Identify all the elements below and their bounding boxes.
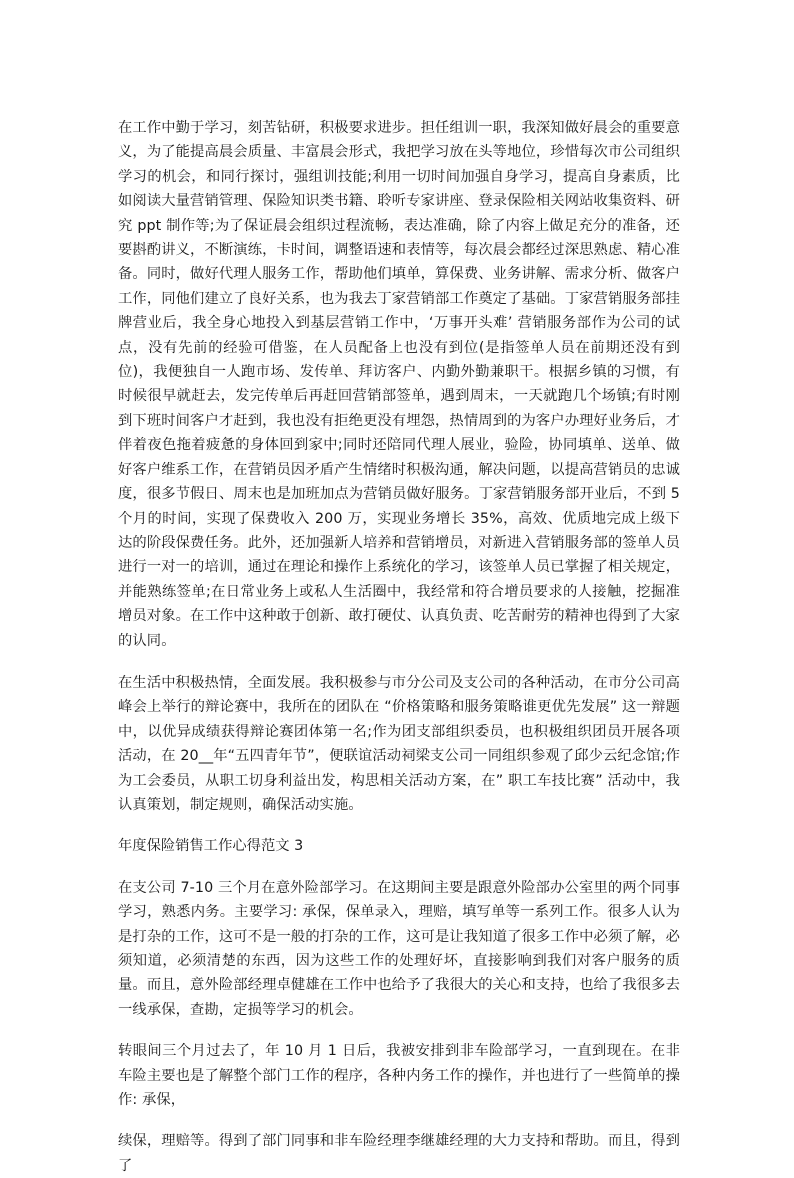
paragraph-accident-dept: 在支公司 7-10 三个月在意外险部学习。在这期间主要是跟意外险部办公室里的两个同事学习，熟悉内务。主要学习: 承保，保单录入，理赔，填写单等一系列工作。很多人认为是打杂的工作，这可不是一般的打杂的工作，这可是让我知道了很多工作中必须了解，必须知道，必须清楚的东西，因为这些工作的处理好坏，直接影响到我们对客户服务的质量。而且，意外险部经理卓健雄在工作中也给予了我很大的关心和支持，也给了我很多去一线承保，查勘，定损等学习的机会。 xyxy=(118,879,680,1018)
paragraph-work-study: 在工作中勤于学习，刻苦钻研，积极要求进步。担任组训一职，我深知做好晨会的重要意义，为了能提高晨会质量、丰富晨会形式，我把学习放在头等地位，珍惜每次市公司组织学习的机会，和同行探讨，强组训技能;利用一切时间加强自身学习，提高自身素质，比如阅读大量营销管理、保险知识类书籍、聆听专家讲座、登录保险相关网站收集资料、研究 ppt 制作等;为了保证晨会组织过程流畅，表达准确，除了内容上做足充分的准备，还要斟酌讲义，不断演练，卡时间，调整语速和表情等，每次晨会都经过深思熟虑、精心准备。同时，做好代理人服务工作，帮助他们填单，算保费、业务讲解、需求分析、做客户工作，同他们建立了良好关系，也为我去丁家营销部工作奠定了基础。丁家营销服务部挂牌营业后，我全身心地投入到基层营销工作中，‘万事开头难’ 营销服务部作为公司的试点，没有先前的经验可借鉴，在人员配备上也没有到位(是指签单人员在前期还没有到位)，我便独自一人跑市场、发传单、拜访客户、内勤外勤兼职干。根据乡镇的习惯，有时候很早就赶去，发完传单后再赶回营销部签单，遇到周末，一天就跑几个场镇;有时刚到下班时间客户才赶到，我也没有拒绝更没有埋怨，热情周到的为客户办理好业务后，才伴着夜色拖着疲惫的身体回到家中;同时还陪同代理人展业，验险，协同填单、送单、做好客户维系工作，在营销员因矛盾产生情绪时积极沟通，解决问题，以提高营销员的忠诚度，很多节假日、周末也是加班加点为营销员做好服务。丁家营销服务部开业后，不到 5 个月的时间，实现了保费收入 200 万，实现业务增长 35%，高效、优质地完成上级下达的阶段保费任务。此外，还加强新人培养和营销增员，对新进入营销服务部的签单人员进行一对一的培训，通过在理论和操作上系统化的学习，该签单人员已掌握了相关规定，并能熟练签单;在日常业务上或私人生活圈中，我经常和符合增员要求的人接触，挖掘准增员对象。在工作中这种敢于创新、敢打硬仗、认真负责、吃苦耐劳的精神也得到了大家的认同。 xyxy=(118,120,680,649)
paragraph-life-activities: 在生活中积极热情，全面发展。我积极参与市分公司及支公司的各种活动，在市分公司高峰会上举行的辩论赛中，我所在的团队在 “价格策略和服务策略谁更优先发展” 这一辩题中，以优异成绩获得辩论赛团体第一名;作为团支部组织委员，也积极组织团员开展各项活动，在 20__年“五四青年节”，便联谊活动祠梁支公司一同组织参观了邱少云纪念馆;作为工会委员，从职工切身利益出发，构思相关活动方案，在” 职工车技比赛” 活动中，我认真策划，制定规则，确保活动实施。 xyxy=(118,674,680,813)
document-page xyxy=(118,116,680,1178)
paragraph-continuation: 续保，理赔等。得到了部门同事和非车险经理李继雄经理的大力支持和帮助。而且，得到了 xyxy=(118,1133,680,1174)
paragraph-non-auto-dept: 转眼间三个月过去了，年 10 月 1 日后，我被安排到非车险部学习，一直到现在。在非车险主要也是了解整个部门工作的程序，各种内务工作的操作，并也进行了一些简单的操作: 承保， xyxy=(118,1043,680,1109)
section-heading: 年度保险销售工作心得范文 3 xyxy=(118,838,304,855)
